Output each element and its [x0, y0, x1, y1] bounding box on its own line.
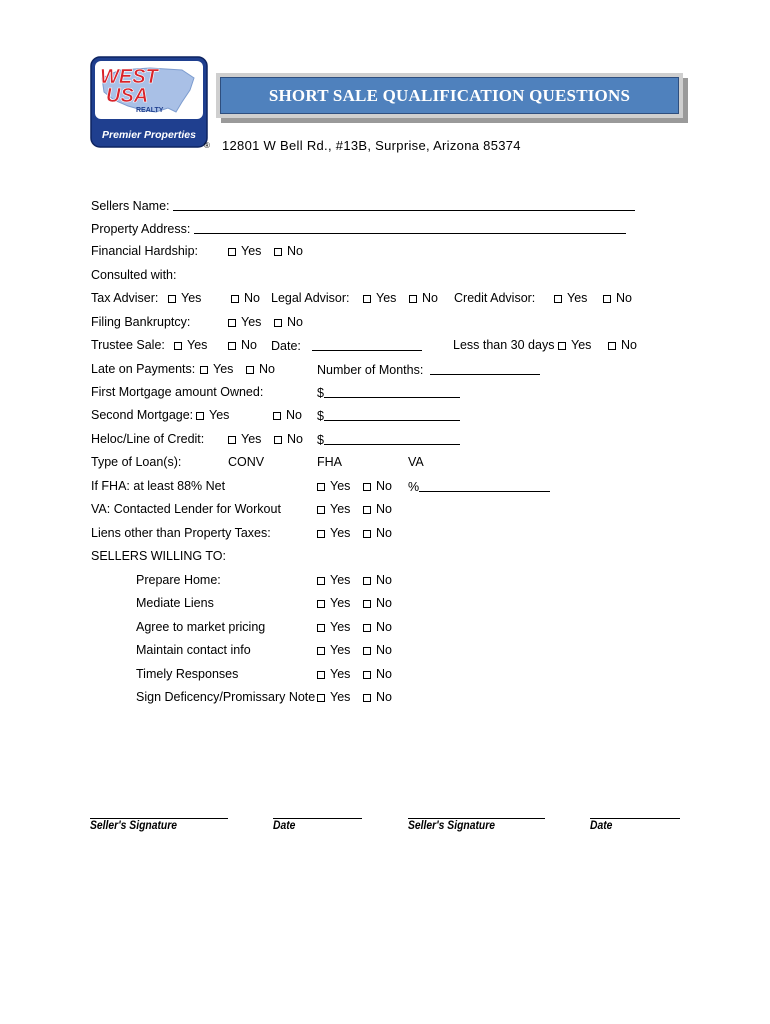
no-label: No: [259, 362, 275, 376]
yes-label: Yes: [213, 362, 234, 376]
loan-type-conv: CONV: [228, 455, 265, 469]
heloc-amount: [317, 432, 460, 447]
type-of-loan-label: Type of Loan(s):: [91, 455, 182, 469]
yes-label: Yes: [330, 643, 351, 657]
tax-adviser-yes[interactable]: [168, 291, 201, 305]
yes-label: Yes: [571, 338, 592, 352]
logo-text-west: WEST: [100, 66, 158, 88]
checkbox[interactable]: [274, 319, 282, 327]
second-mortgage-field[interactable]: [324, 408, 460, 421]
checkbox[interactable]: [228, 319, 236, 327]
mediate-liens-label: Mediate Liens: [136, 596, 214, 610]
checkbox[interactable]: [274, 248, 282, 256]
sellers-name-label: Sellers Name:: [91, 199, 170, 213]
seller-signature-label-2: Seller's Signature: [408, 820, 496, 832]
no-label: No: [287, 432, 303, 446]
sellers-name-field[interactable]: [173, 198, 635, 211]
date-line-1[interactable]: [273, 818, 362, 819]
checkbox[interactable]: [317, 530, 325, 538]
agree-market-no[interactable]: [363, 620, 392, 634]
less-than-30-no[interactable]: [608, 338, 637, 352]
if-fha-label: If FHA: at least 88% Net: [91, 479, 226, 493]
tax-adviser-label: Tax Adviser:: [91, 291, 159, 305]
maintain-contact-yes[interactable]: [317, 643, 350, 657]
checkbox[interactable]: [196, 412, 204, 420]
no-label: No: [244, 291, 260, 305]
trustee-date-label: Date:: [271, 339, 301, 353]
fha-percent: [408, 479, 550, 494]
checkbox[interactable]: [246, 366, 254, 374]
no-label: No: [376, 596, 392, 610]
yes-label: Yes: [241, 432, 262, 446]
timely-responses-no[interactable]: [363, 667, 392, 681]
filing-bankruptcy-no[interactable]: [274, 315, 303, 329]
yes-label: Yes: [241, 315, 262, 329]
property-address-row: [91, 221, 626, 236]
no-label: No: [621, 338, 637, 352]
second-mortgage-no[interactable]: [273, 408, 302, 422]
first-mortgage-field[interactable]: [324, 385, 460, 398]
yes-label: Yes: [330, 526, 351, 540]
yes-label: Yes: [330, 690, 351, 704]
checkbox[interactable]: [363, 694, 371, 702]
checkbox[interactable]: [603, 295, 611, 303]
no-label: No: [376, 690, 392, 704]
trustee-date-row: [271, 338, 422, 353]
filing-bankruptcy-label: Filing Bankruptcy:: [91, 315, 191, 329]
checkbox[interactable]: [231, 295, 239, 303]
trustee-date-field[interactable]: [312, 338, 422, 351]
no-label: No: [286, 408, 302, 422]
liens-other-label: Liens other than Property Taxes:: [91, 526, 271, 540]
logo-text-usa: USA: [106, 85, 149, 107]
yes-label: Yes: [241, 244, 262, 258]
va-contacted-label: VA: Contacted Lender for Workout: [91, 502, 281, 516]
dollar-sign: $: [317, 409, 324, 423]
checkbox[interactable]: [317, 671, 325, 679]
checkbox[interactable]: [608, 342, 616, 350]
consulted-with-label: Consulted with:: [91, 268, 177, 282]
first-mortgage-label: First Mortgage amount Owned:: [91, 385, 264, 399]
no-label: No: [376, 479, 392, 493]
checkbox[interactable]: [363, 506, 371, 514]
agree-market-yes[interactable]: [317, 620, 350, 634]
seller-signature-label-1: Seller's Signature: [90, 820, 178, 832]
checkbox[interactable]: [554, 295, 562, 303]
page-title: SHORT SALE QUALIFICATION QUESTIONS: [220, 77, 679, 114]
no-label: No: [376, 502, 392, 516]
mediate-liens-yes[interactable]: [317, 596, 350, 610]
property-address-label: Property Address:: [91, 222, 191, 236]
checkbox[interactable]: [174, 342, 182, 350]
trustee-sale-yes[interactable]: [174, 338, 207, 352]
seller-signature-line-1[interactable]: [90, 818, 228, 819]
checkbox[interactable]: [274, 436, 282, 444]
prepare-home-label: Prepare Home:: [136, 573, 221, 587]
legal-advisor-yes[interactable]: [363, 291, 396, 305]
seller-signature-line-2[interactable]: [408, 818, 545, 819]
heloc-no[interactable]: [274, 432, 303, 446]
loan-type-va: VA: [408, 455, 424, 469]
yes-label: Yes: [330, 479, 351, 493]
filing-bankruptcy-yes[interactable]: [228, 315, 261, 329]
sign-deficency-yes[interactable]: [317, 690, 350, 704]
yes-label: Yes: [181, 291, 202, 305]
property-address-field[interactable]: [194, 221, 626, 234]
logo-text-realty: REALTY: [136, 107, 164, 114]
heloc-label: Heloc/Line of Credit:: [91, 432, 205, 446]
west-usa-realty-logo: [90, 56, 212, 150]
va-contacted-no[interactable]: [363, 502, 392, 516]
prepare-home-yes[interactable]: [317, 573, 350, 587]
checkbox[interactable]: [317, 506, 325, 514]
title-banner: [216, 73, 683, 118]
checkbox[interactable]: [317, 647, 325, 655]
office-address: 12801 W Bell Rd., #13B, Surprise, Arizona 85374: [222, 138, 521, 153]
liens-other-no[interactable]: [363, 526, 392, 540]
first-mortgage-amount: [317, 385, 460, 400]
checkbox[interactable]: [317, 694, 325, 702]
timely-responses-label: Timely Responses: [136, 667, 239, 681]
no-label: No: [287, 244, 303, 258]
mediate-liens-no[interactable]: [363, 596, 392, 610]
less-than-30-yes[interactable]: [558, 338, 591, 352]
logo-tagline: Premier Properties: [102, 129, 196, 141]
no-label: No: [376, 573, 392, 587]
less-than-30-label: Less than 30 days: [453, 338, 555, 352]
credit-advisor-yes[interactable]: [554, 291, 587, 305]
legal-advisor-no[interactable]: [409, 291, 438, 305]
registered-mark: ®: [204, 141, 210, 150]
checkbox[interactable]: [273, 412, 281, 420]
yes-label: Yes: [330, 620, 351, 634]
number-of-months-field[interactable]: [430, 362, 540, 375]
second-mortgage-amount: [317, 408, 460, 423]
checkbox[interactable]: [363, 295, 371, 303]
heloc-yes[interactable]: [228, 432, 261, 446]
trustee-sale-label: Trustee Sale:: [91, 338, 165, 352]
number-of-months-row: [317, 362, 540, 377]
credit-advisor-no[interactable]: [603, 291, 632, 305]
checkbox[interactable]: [363, 647, 371, 655]
late-on-payments-yes[interactable]: [200, 362, 233, 376]
dollar-sign: $: [317, 433, 324, 447]
no-label: No: [616, 291, 632, 305]
percent-sign: %: [408, 480, 420, 494]
financial-hardship-no[interactable]: [274, 244, 303, 258]
agree-market-label: Agree to market pricing: [136, 620, 266, 634]
if-fha-no[interactable]: [363, 479, 392, 493]
timely-responses-yes[interactable]: [317, 667, 350, 681]
checkbox[interactable]: [363, 624, 371, 632]
checkbox[interactable]: [317, 600, 325, 608]
checkbox[interactable]: [363, 577, 371, 585]
liens-other-yes[interactable]: [317, 526, 350, 540]
no-label: No: [287, 315, 303, 329]
tax-adviser-no[interactable]: [231, 291, 260, 305]
date-label-1: Date: [273, 820, 296, 832]
maintain-contact-no[interactable]: [363, 643, 392, 657]
no-label: No: [376, 526, 392, 540]
second-mortgage-label: Second Mortgage:: [91, 408, 194, 422]
fha-percent-field[interactable]: [419, 479, 550, 492]
second-mortgage-yes[interactable]: [196, 408, 229, 422]
checkbox[interactable]: [168, 295, 176, 303]
yes-label: Yes: [330, 502, 351, 516]
yes-label: Yes: [187, 338, 208, 352]
checkbox[interactable]: [363, 600, 371, 608]
sign-deficency-no[interactable]: [363, 690, 392, 704]
no-label: No: [422, 291, 438, 305]
checkbox[interactable]: [317, 577, 325, 585]
checkbox[interactable]: [363, 671, 371, 679]
sign-deficency-label: Sign Deficency/Promissary Note: [136, 690, 316, 704]
checkbox[interactable]: [200, 366, 208, 374]
checkbox[interactable]: [228, 248, 236, 256]
no-label: No: [376, 643, 392, 657]
prepare-home-no[interactable]: [363, 573, 392, 587]
number-of-months-label: Number of Months:: [317, 363, 424, 377]
checkbox[interactable]: [363, 483, 371, 491]
yes-label: Yes: [376, 291, 397, 305]
va-contacted-yes[interactable]: [317, 502, 350, 516]
yes-label: Yes: [330, 573, 351, 587]
yes-label: Yes: [567, 291, 588, 305]
checkbox[interactable]: [228, 436, 236, 444]
yes-label: Yes: [330, 667, 351, 681]
checkbox[interactable]: [228, 342, 236, 350]
sellers-name-row: [91, 198, 635, 213]
no-label: No: [376, 667, 392, 681]
no-label: No: [376, 620, 392, 634]
checkbox[interactable]: [363, 530, 371, 538]
financial-hardship-label: Financial Hardship:: [91, 244, 198, 258]
checkbox[interactable]: [317, 483, 325, 491]
date-label-2: Date: [590, 820, 613, 832]
late-on-payments-label: Late on Payments:: [91, 362, 196, 376]
no-label: No: [241, 338, 257, 352]
dollar-sign: $: [317, 386, 324, 400]
yes-label: Yes: [209, 408, 230, 422]
checkbox[interactable]: [409, 295, 417, 303]
credit-advisor-label: Credit Advisor:: [454, 291, 536, 305]
checkbox[interactable]: [558, 342, 566, 350]
legal-advisor-label: Legal Advisor:: [271, 291, 350, 305]
trustee-sale-no[interactable]: [228, 338, 257, 352]
late-on-payments-no[interactable]: [246, 362, 275, 376]
date-line-2[interactable]: [590, 818, 680, 819]
sellers-willing-heading: SELLERS WILLING TO:: [91, 549, 227, 563]
if-fha-yes[interactable]: [317, 479, 350, 493]
yes-label: Yes: [330, 596, 351, 610]
checkbox[interactable]: [317, 624, 325, 632]
heloc-field[interactable]: [324, 432, 460, 445]
financial-hardship-yes[interactable]: [228, 244, 261, 258]
loan-type-fha: FHA: [317, 455, 342, 469]
maintain-contact-label: Maintain contact info: [136, 643, 251, 657]
